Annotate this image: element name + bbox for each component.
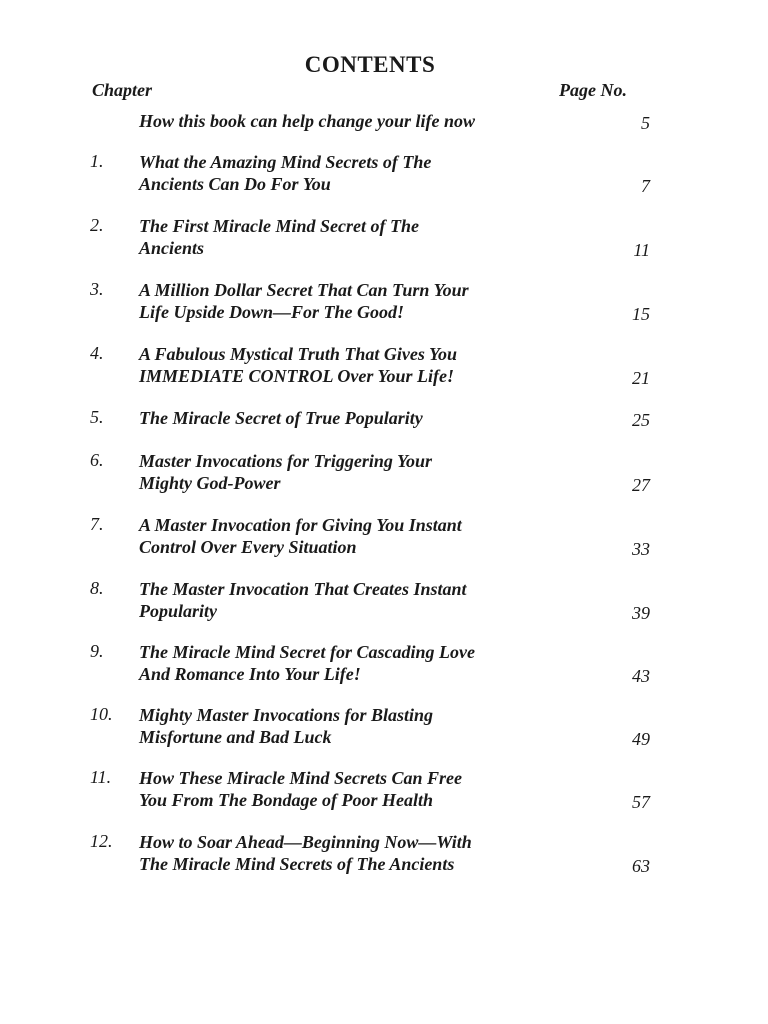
chapter-number: 12. [90,831,113,851]
page-number: 25 [632,410,650,430]
chapter-title-line: How to Soar Ahead—Beginning Now—With [139,832,472,852]
chapter-title-line: Ancients Can Do For You [139,174,331,194]
page-number: 5 [641,113,650,133]
chapter-number: 3. [90,279,104,299]
chapter-title-line: A Fabulous Mystical Truth That Gives You [139,344,458,364]
page-number-column-header: Page No. [559,80,627,100]
page-number: 43 [632,666,650,686]
page-number: 49 [632,729,650,749]
page-number: 57 [632,792,650,812]
page-number: 33 [632,539,650,559]
chapter-title-line: Popularity [139,601,218,621]
chapter-number: 9. [90,641,104,661]
chapter-title-line: Mighty God-Power [139,473,281,493]
chapter-title-line: The Miracle Mind Secret for Cascading Love [139,642,475,662]
chapter-title-line: And Romance Into Your Life! [139,664,361,684]
chapter-number: 4. [90,343,104,363]
chapter-title-line: Life Upside Down—For The Good! [139,302,404,322]
chapter-number: 5. [90,407,104,427]
page-number: 7 [641,176,650,196]
page-number: 27 [632,475,650,495]
chapter-title-line: How These Miracle Mind Secrets Can Free [139,768,462,788]
chapter-title-line: Master Invocations for Triggering Your [139,451,433,471]
chapter-number: 2. [90,215,104,235]
chapter-title-line: Mighty Master Invocations for Blasting [139,705,434,725]
chapter-title-line: Misfortune and Bad Luck [139,727,332,747]
chapter-title-line: The First Miracle Mind Secret of The [139,216,419,236]
page-number: 63 [632,856,650,876]
chapter-title-line: Control Over Every Situation [139,537,357,557]
chapter-number: 10. [90,704,113,724]
chapter-title-line: How this book can help change your life now [139,111,476,131]
chapter-number: 6. [90,450,104,470]
chapter-title-line: You From The Bondage of Poor Health [139,790,434,810]
chapter-title-line: The Master Invocation That Creates Instant [139,579,467,599]
chapter-title-line: IMMEDIATE CONTROL Over Your Life! [139,366,455,386]
chapter-title-line: Ancients [139,238,205,258]
chapter-number: 8. [90,578,104,598]
chapter-title-line: The Miracle Mind Secrets of The Ancients [139,854,455,874]
chapter-number: 1. [90,151,104,171]
page-title: CONTENTS [304,52,436,77]
chapter-title-line: The Miracle Secret of True Popularity [139,408,423,428]
chapter-title-line: What the Amazing Mind Secrets of The [139,152,432,172]
chapter-column-header: Chapter [92,80,153,100]
page-number: 21 [632,368,650,388]
chapter-title-line: A Master Invocation for Giving You Instant [139,515,462,535]
page-number: 15 [632,304,650,324]
chapter-number: 11. [90,767,112,787]
chapter-title-line: A Million Dollar Secret That Can Turn Your [139,280,469,300]
page-number: 39 [632,603,650,623]
page-number: 11 [633,240,650,260]
chapter-number: 7. [90,514,104,534]
